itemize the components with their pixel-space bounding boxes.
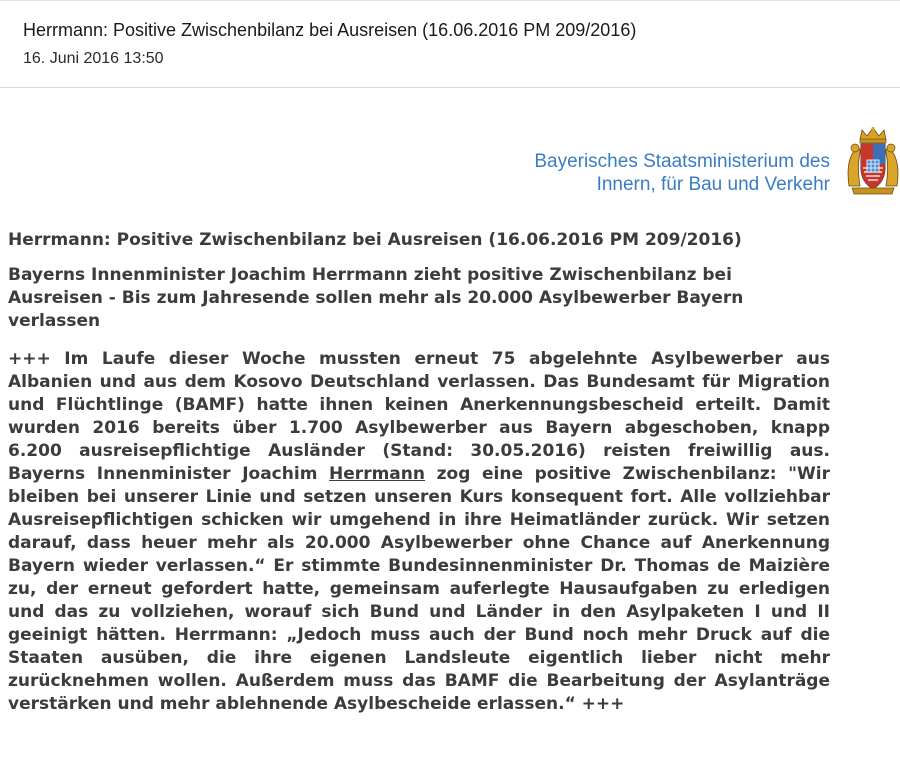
- body-text-part-2: zog eine positive Zwischenbilanz: "Wir bleiben bei unserer Linie und setzen unseren Kurs konsequent fort. Alle vollziehbar Ausreisepflichtigen schicken wir umgehend in ihre Heimatländer zurück. Wir setzen darauf, dass heuer mehr als 20.000 Asylbewerber ohne Chance auf Anerkennung Bayern wieder verlassen.“ Er stimmte Bundesinnenminister Dr. Thomas de Maizière zu, der erneut gefordert hatte, gemeinsam auferlegte Hausaufgaben zu erledigen und das zu vollziehen, worauf sich Bund und Länder in den Asylpaketen I und II geeinigt hätten. Herrmann: „Jedoch muss auch der Bund noch mehr Druck auf die Staaten ausüben, die ihre eigenen Landsleute eigentlich lieber nicht mehr zurücknehmen wollen. Außerdem muss das BAMF die Bearbeitung der Asylanträge verstärken und mehr ablehnende Asylbescheide erlassen.“ +++: [8, 464, 830, 714]
- body-text-part-1: +++ Im Laufe dieser Woche mussten erneut 75 abgelehnte Asylbewerber aus Albanien und aus dem Kosovo Deutschland verlassen. Das Bundesamt für Migration und Flüchtlinge (BAMF) hatte ihnen keinen Anerkennungsbescheid erteilt. Damit wurden 2016 bereits über 1.700 Asylbewerber aus Bayern abgeschoben, knapp 6.200 ausreisepflichtige Ausländer (Stand: 30.05.2016) reisten freiwillig aus. Bayerns Innenminister Joachim: [8, 349, 830, 484]
- press-release-content: [8, 228, 830, 716]
- press-release-title: Herrmann: Positive Zwischenbilanz bei Ausreisen (16.06.2016 PM 209/2016): [8, 230, 742, 250]
- press-release-body: [8, 348, 830, 716]
- mail-header: [0, 0, 900, 88]
- mail-date: 16. Juni 2016 13:50: [23, 50, 164, 67]
- ministry-name-line-1: Bayerisches Staatsministerium des: [534, 151, 830, 172]
- bavarian-coat-of-arms-icon: [846, 126, 900, 196]
- ministry-name: [534, 150, 830, 196]
- ministry-name-line-2: Innern, für Bau und Verkehr: [596, 174, 830, 195]
- herrmann-link[interactable]: Herrmann: [329, 464, 425, 484]
- press-release-lead: Bayerns Innenminister Joachim Herrmann zieht positive Zwischenbilanz bei Ausreisen - Bis zum Jahresende sollen mehr als 20.000 Asylbewerber Bayern verlassen: [8, 265, 744, 331]
- mail-subject: Herrmann: Positive Zwischenbilanz bei Ausreisen (16.06.2016 PM 209/2016): [23, 20, 637, 40]
